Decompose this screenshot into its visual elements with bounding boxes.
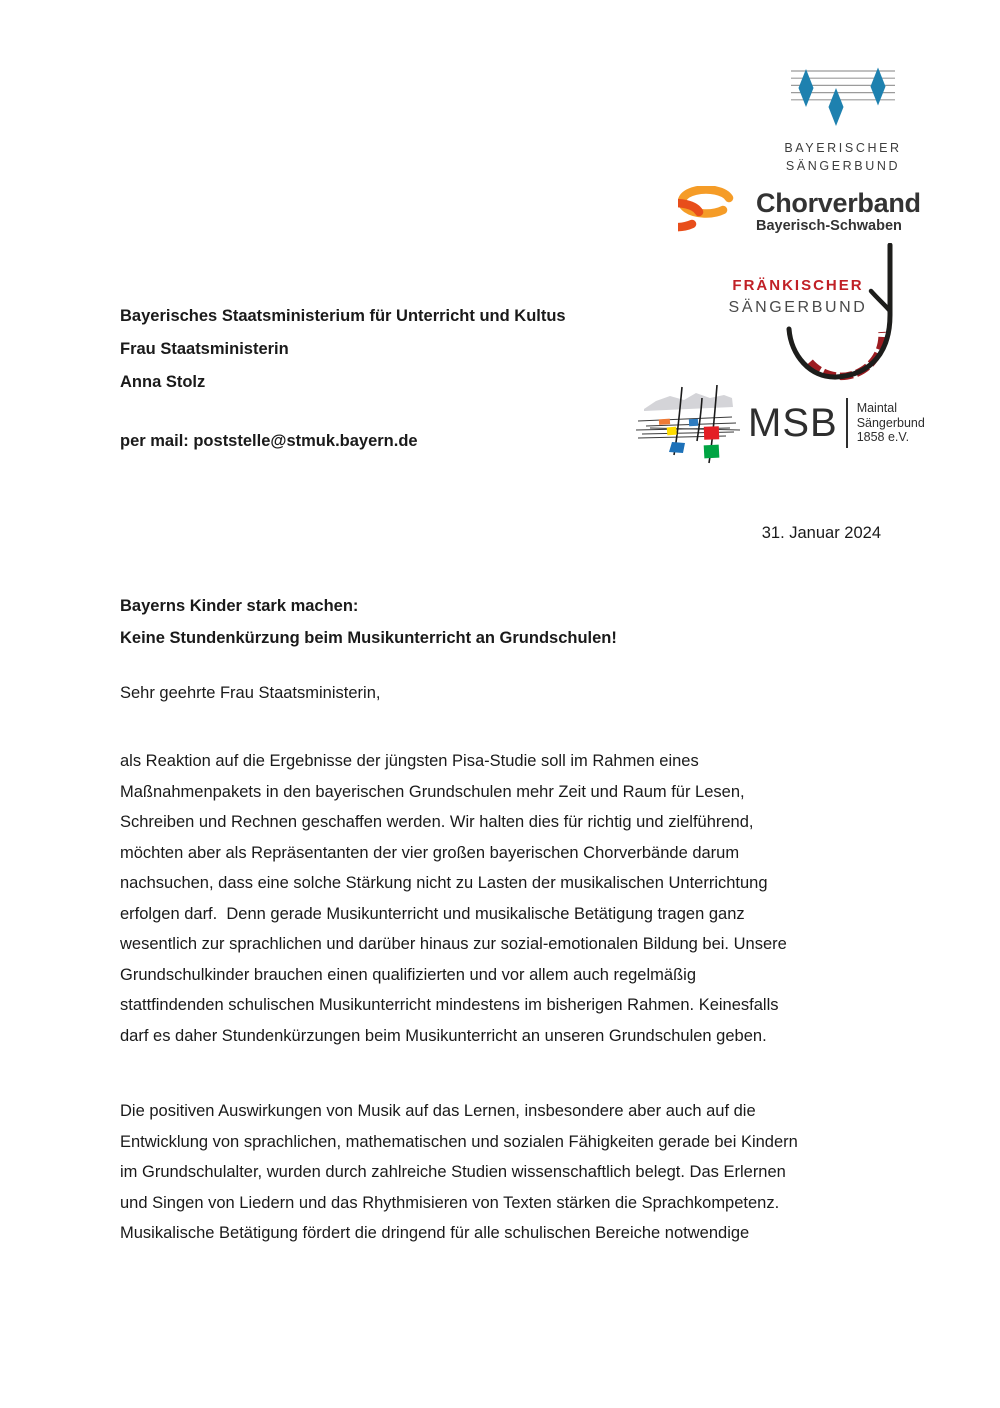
logo-bayerischer-saengerbund (784, 63, 902, 175)
logo-maintal-saengerbund (748, 398, 925, 448)
msb-notes-icon (636, 383, 746, 468)
bsb-name-line1: BAYERISCHER (784, 141, 902, 155)
cbs-name: Chorverband (756, 188, 921, 218)
body-line: als Reaktion auf die Ergebnisse der jüngsten Pisa-Studie soll im Rahmen eines (120, 752, 699, 770)
recipient-line-ministry: Bayerisches Staatsministerium für Unterricht und Kultus (120, 307, 566, 325)
subject-block (120, 590, 617, 654)
body-paragraph-1 (120, 746, 920, 1051)
body-line: Musikalische Betätigung fördert die dringend für alle schulischen Bereiche notwendige (120, 1224, 750, 1242)
recipient-line-title: Frau Staatsministerin (120, 340, 289, 358)
body-line: möchten aber als Repräsentanten der vier großen bayerischen Chorverbände darum (120, 843, 740, 862)
bsb-name-line2: SÄNGERBUND (785, 158, 901, 173)
msb-org-line2: Sängerbund (856, 415, 925, 430)
body-line: und Singen von Liedern und das Rhythmisieren von Texten stärken die Sprachkompetenz. (120, 1193, 780, 1212)
body-line: wesentlich zur sprachlichen und darüber hinaus zur sozial-emotionalen Bildung bei. Unsere (120, 935, 787, 953)
msb-org-line3: 1858 e.V. (856, 430, 910, 445)
cbs-subtitle: Bayerisch-Schwaben (756, 218, 902, 234)
body-line: Grundschulkinder brauchen einen qualifizierten und vor allem auch regelmäßig (120, 965, 696, 984)
logo-fraenkischer-saengerbund (722, 277, 874, 317)
body-line: Die positiven Auswirkungen von Musik auf das Lernen, insbesondere aber auch auf die (120, 1102, 756, 1120)
msb-divider (846, 398, 848, 448)
salutation: Sehr geehrte Frau Staatsministerin, (120, 684, 381, 702)
body-line: darf es daher Stundenkürzungen beim Musikunterricht an unseren Grundschulen geben. (120, 1026, 767, 1045)
body-line: Entwicklung von sprachlichen, mathematischen und sozialen Fähigkeiten gerade bei Kindern (120, 1132, 798, 1151)
subject-line2: Keine Stundenkürzung beim Musikunterricht an Grundschulen! (120, 629, 617, 647)
fsb-name-line1: FRÄNKISCHER (732, 277, 864, 294)
body-line: im Grundschulalter, wurden durch zahlreiche Studien wissenschaftlich belegt. Das Erlernen (120, 1163, 786, 1181)
fsb-name-line2: SÄNGERBUND (728, 299, 868, 316)
body-line: erfolgen darf. Denn gerade Musikunterricht und musikalische Betätigung tragen ganz (120, 904, 745, 923)
msb-abbr: MSB (748, 401, 838, 445)
date-line: 31. Januar 2024 (761, 524, 881, 542)
body-line: nachsuchen, dass eine solche Stärkung nicht zu Lasten der musikalischen Unterrichtung (120, 874, 768, 892)
recipient-line-name: Anna Stolz (120, 373, 206, 391)
recipient-block (120, 300, 566, 458)
body-line: stattfindenden schulischen Musikunterricht mindestens im bisherigen Rahmen. Keinesfalls (120, 996, 779, 1014)
body-line: Schreiben und Rechnen geschaffen werden. Wir halten dies für richtig und zielführend, (120, 813, 754, 831)
body-paragraph-2 (120, 1096, 920, 1249)
subject-line1: Bayerns Kinder stark machen: (120, 597, 359, 615)
recipient-mail-line: per mail: poststelle@stmuk.bayern.de (120, 432, 418, 450)
logo-chorverband-bayerisch-schwaben (678, 186, 921, 238)
staff-diamonds-icon (785, 63, 901, 129)
body-line: Maßnahmenpakets in den bayerischen Grundschulen mehr Zeit und Raum für Lesen, (120, 782, 745, 801)
msb-org-line1: Maintal (856, 401, 897, 416)
interlocking-crescents-icon (678, 186, 746, 238)
